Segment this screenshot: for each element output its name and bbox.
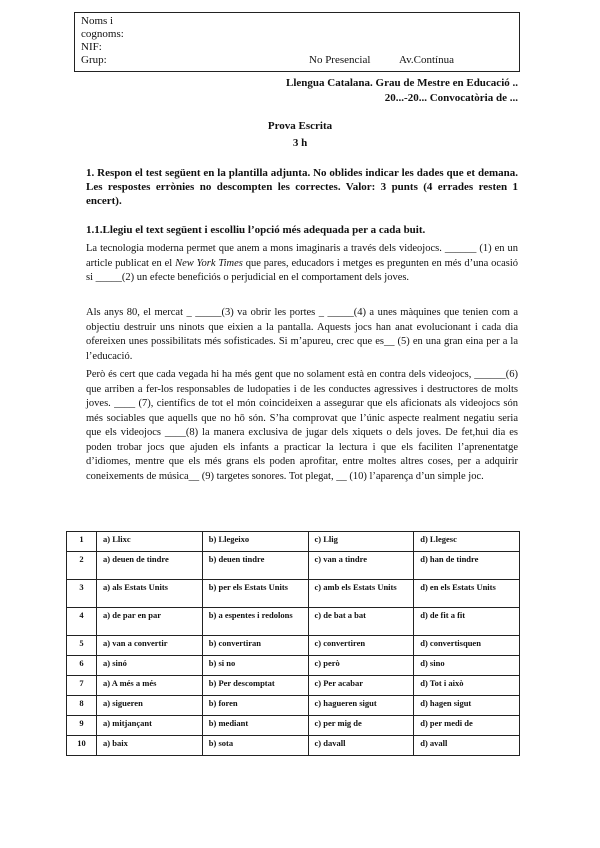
answer-options-table bbox=[66, 531, 520, 756]
paragraph-1-part-a: La tecnologia moderna permet que anem a mons imaginaris a través dels videojocs. ______ (1) en un article publicat en el bbox=[86, 243, 518, 269]
answer-row bbox=[67, 716, 520, 736]
answer-row bbox=[67, 552, 520, 580]
option-b-cell: b) sota bbox=[202, 736, 308, 756]
text-paragraph-2: Als anys 80, el mercat _ _____(3) va obrir les portes _ _____(4) a unes màquines que tenien com a objectiu destruir uns ninots que eixien a la pantalla. Aquests jocs han anat evolucionant i cada dia ofereixen unes possibilitats més sofisticades. Si m’apureu, crec que es__ (5) en una gran eina per a la l’educació. bbox=[86, 307, 518, 362]
option-a-cell: a) sigueren bbox=[97, 696, 203, 716]
option-d-cell: d) per medi de bbox=[414, 716, 520, 736]
question-number-cell: 8 bbox=[67, 696, 97, 716]
option-c-cell: c) hagueren sigut bbox=[308, 696, 414, 716]
question-number-cell: 4 bbox=[67, 608, 97, 636]
option-d-cell: d) sino bbox=[414, 656, 520, 676]
answer-row bbox=[67, 696, 520, 716]
option-b-cell: b) Llegeixo bbox=[202, 532, 308, 552]
answer-row bbox=[67, 636, 520, 656]
answer-row bbox=[67, 676, 520, 696]
option-b-cell: b) per els Estats Units bbox=[202, 580, 308, 608]
option-a-cell: a) als Estats Units bbox=[97, 580, 203, 608]
question-number-cell: 5 bbox=[67, 636, 97, 656]
text-paragraph-1 bbox=[86, 242, 518, 286]
assessment-label: Av.Contínua bbox=[399, 54, 454, 66]
option-b-cell: b) convertiran bbox=[202, 636, 308, 656]
option-c-cell: c) davall bbox=[308, 736, 414, 756]
course-line-1: Llengua Catalana. Grau de Mestre en Educació .. bbox=[285, 77, 518, 89]
option-c-cell: c) però bbox=[308, 656, 414, 676]
option-b-cell: b) deuen tindre bbox=[202, 552, 308, 580]
question-number-cell: 7 bbox=[67, 676, 97, 696]
option-c-cell: c) Per acabar bbox=[308, 676, 414, 696]
group-label: Grup: bbox=[81, 54, 107, 66]
answer-row bbox=[67, 580, 520, 608]
option-a-cell: a) Llixc bbox=[97, 532, 203, 552]
surname-label: cognoms: bbox=[81, 28, 124, 40]
answer-row bbox=[67, 608, 520, 636]
option-c-cell: c) de bat a bat bbox=[308, 608, 414, 636]
answer-row bbox=[67, 532, 520, 552]
option-c-cell: c) van a tindre bbox=[308, 552, 414, 580]
exam-title: Prova Escrita bbox=[267, 120, 333, 132]
question-number-cell: 9 bbox=[67, 716, 97, 736]
option-d-cell: d) avall bbox=[414, 736, 520, 756]
newspaper-name: New York Times bbox=[175, 257, 243, 269]
option-a-cell: a) A més a més bbox=[97, 676, 203, 696]
option-b-cell: b) foren bbox=[202, 696, 308, 716]
question-1-1-instructions: 1.1.Llegiu el text següent i escolliu l’opció més adequada per a cada buit. bbox=[86, 224, 426, 236]
name-label: Noms i bbox=[81, 15, 114, 27]
answer-row bbox=[67, 656, 520, 676]
question-number-cell: 1 bbox=[67, 532, 97, 552]
text-paragraph-3: Però és cert que cada vegada hi ha més gent que no solament està en contra dels videojocs, ______(6) que arriben a fer-los responsables de ludopaties i de les conductes agressives i destructores de molts joves. ____ (7), científics de tot el món coincideixen a assegurar que els aficionats als videojocs són més sociables que aquells que no hō són. S’ha comprovat que l’únic aspecte realment negatiu seria que els videojocs ____(8) la manera exclusiva de jugar dels xiquets o dels joves. De fet,hui dia es poden trobar jocs que ajuden els infants a practicar la lectura i que els faciliten l’aprenentatge d’idiomes, mentre que els més grans els poden aprofitar, entre moltes altres coses, per a adquirir coneixements de música__ (9) targetes sonores. Tot plegat, __ (10) l’aparença d’un simple joc. bbox=[86, 369, 518, 482]
student-info-box bbox=[74, 12, 520, 72]
option-d-cell: d) Llegesc bbox=[414, 532, 520, 552]
option-b-cell: b) mediant bbox=[202, 716, 308, 736]
question-number-cell: 10 bbox=[67, 736, 97, 756]
option-a-cell: a) de par en par bbox=[97, 608, 203, 636]
course-info bbox=[286, 76, 518, 106]
option-b-cell: b) Per descomptat bbox=[202, 676, 308, 696]
option-a-cell: a) deuen de tindre bbox=[97, 552, 203, 580]
option-a-cell: a) van a convertir bbox=[97, 636, 203, 656]
nif-label: NIF: bbox=[81, 41, 102, 53]
option-d-cell: d) Tot i això bbox=[414, 676, 520, 696]
course-line-2: 20...-20... Convocatòria de ... bbox=[384, 92, 518, 104]
option-b-cell: b) si no bbox=[202, 656, 308, 676]
option-d-cell: d) en els Estats Units bbox=[414, 580, 520, 608]
option-c-cell: c) convertiren bbox=[308, 636, 414, 656]
option-c-cell: c) per mig de bbox=[308, 716, 414, 736]
exam-duration: 3 h bbox=[292, 137, 308, 149]
option-d-cell: d) han de tindre bbox=[414, 552, 520, 580]
question-number-cell: 3 bbox=[67, 580, 97, 608]
option-a-cell: a) sinó bbox=[97, 656, 203, 676]
option-d-cell: d) hagen sigut bbox=[414, 696, 520, 716]
question-number-cell: 2 bbox=[67, 552, 97, 580]
option-c-cell: c) amb els Estats Units bbox=[308, 580, 414, 608]
option-d-cell: d) convertisquen bbox=[414, 636, 520, 656]
answer-row bbox=[67, 736, 520, 756]
option-d-cell: d) de fit a fit bbox=[414, 608, 520, 636]
paragraph-1-part-b: que pares, educadors i metges es pregunten en més d’una ocasió si _____(2) un efecte beneficiós o perjudicial en el comportament dels joves. bbox=[86, 257, 518, 283]
mode-label: No Presencial bbox=[309, 54, 371, 66]
option-c-cell: c) Llig bbox=[308, 532, 414, 552]
question-number-cell: 6 bbox=[67, 656, 97, 676]
option-a-cell: a) mitjançant bbox=[97, 716, 203, 736]
option-a-cell: a) baix bbox=[97, 736, 203, 756]
option-b-cell: b) a espentes i redolons bbox=[202, 608, 308, 636]
question-1-instructions: 1. Respon el test següent en la plantilla adjunta. No oblides indicar les dades que et demana. Les respostes errònies no descompten les correctes. Valor: 3 punts (4 errades resten 1 encert). bbox=[86, 167, 518, 207]
